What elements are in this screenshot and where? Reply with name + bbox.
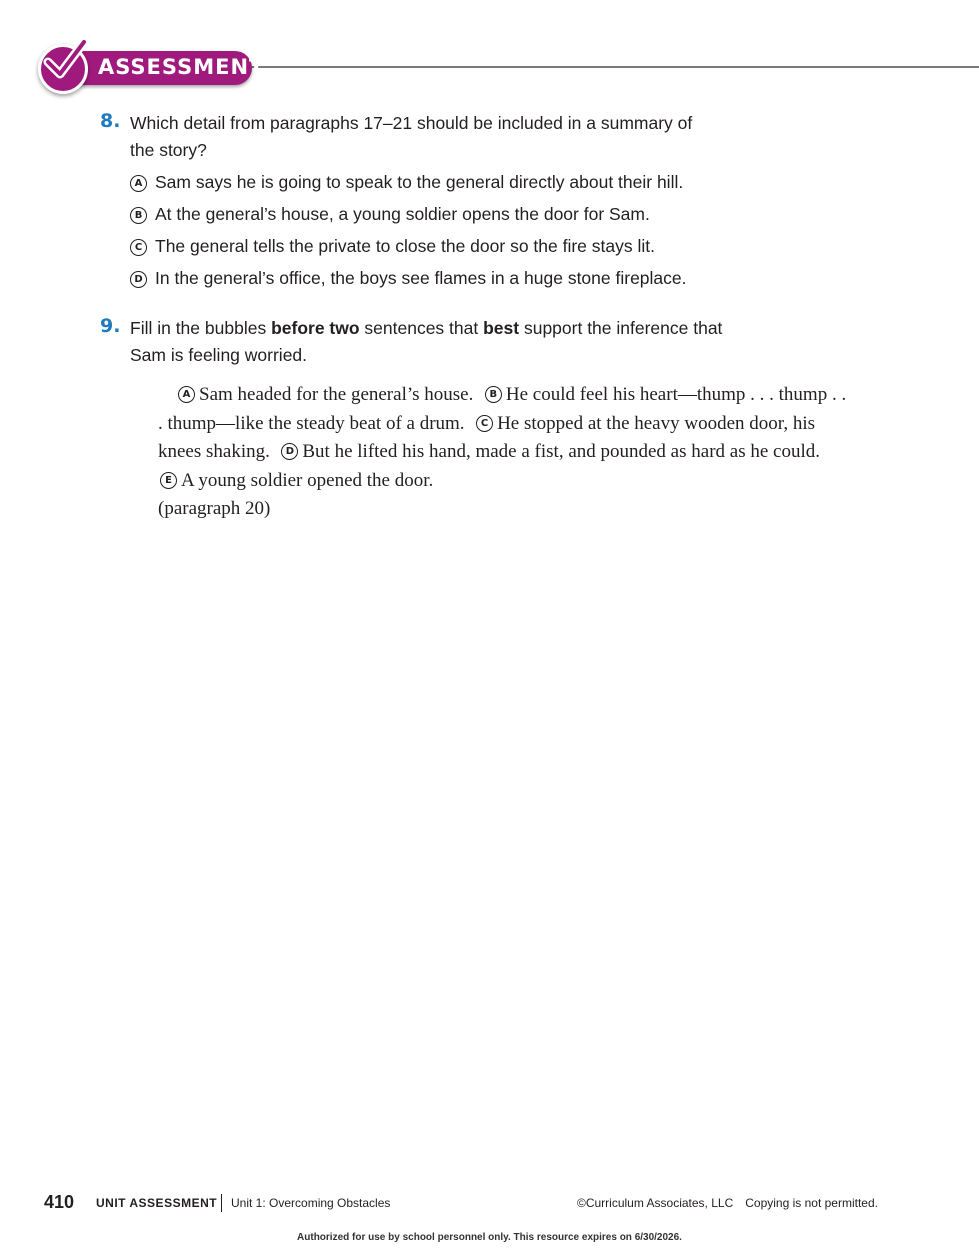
copyright-notice [577, 1196, 878, 1210]
assessment-badge [66, 51, 265, 85]
answer-option-c[interactable] [130, 233, 655, 259]
sentence-bubble-c[interactable]: C [476, 415, 493, 432]
prompt-emphasis: best [483, 318, 520, 338]
copyright-text: ©Curriculum Associates, LLC [577, 1196, 734, 1210]
answer-bubble[interactable]: B [130, 207, 147, 224]
authorization-notice: Authorized for use by school personnel only. This resource expires on 6/30/2026. [297, 1232, 682, 1243]
prompt-line: Which detail from paragraphs 17–21 should be included in a summary of [130, 113, 693, 133]
answer-option-b[interactable] [130, 201, 650, 227]
passage-citation: (paragraph 20) [158, 498, 271, 520]
sentence-bubble-b[interactable]: B [485, 386, 502, 403]
passage-sentence: He stopped at the heavy wooden door, his knees shaking. [158, 412, 816, 463]
header-rule [250, 66, 979, 68]
answer-bubble[interactable]: C [130, 239, 147, 256]
sentence-bubble-e[interactable]: E [160, 472, 177, 489]
question-prompt [130, 315, 770, 369]
answer-text: At the general’s house, a young soldier opens the door for Sam. [155, 204, 650, 224]
passage-sentence: Sam headed for the general’s house. [199, 384, 474, 405]
prompt-emphasis: before two [271, 318, 360, 338]
question-number: 8. [100, 110, 121, 132]
unit-title: Unit 1: Overcoming Obstacles [231, 1196, 391, 1210]
answer-text: The general tells the private to close the door so the fire stays lit. [155, 236, 655, 256]
answer-text: In the general’s office, the boys see flames in a huge stone fireplace. [155, 268, 687, 288]
prompt-text: sentences that [359, 318, 484, 338]
question-number: 9. [100, 315, 121, 337]
passage-sentence: A young soldier opened the door. [181, 469, 434, 491]
prompt-text: Fill in the bubbles [130, 318, 272, 338]
sentence-bubble-a[interactable]: A [178, 386, 195, 403]
section-label: UNIT ASSESSMENT [96, 1196, 218, 1210]
answer-bubble[interactable]: D [130, 271, 147, 288]
prompt-line: the story? [130, 140, 207, 160]
checkmark-icon [40, 36, 90, 86]
footer-divider [221, 1194, 222, 1212]
passage-sentence: He could feel his heart—thump . . . thump . . . thump—like the steady beat of a drum. [158, 384, 847, 434]
sentence-bubble-d[interactable]: D [281, 443, 298, 460]
question-prompt [130, 110, 770, 164]
assessment-badge-label: ASSESSMENT [98, 55, 265, 79]
prompt-text: support the inference that [519, 318, 723, 338]
answer-option-a[interactable] [130, 169, 683, 195]
answer-option-d[interactable] [130, 265, 687, 291]
prompt-line: Sam is feeling worried. [130, 345, 308, 365]
answer-text: Sam says he is going to speak to the general directly about their hill. [155, 172, 684, 192]
answer-bubble[interactable]: A [130, 175, 147, 192]
page-number: 410 [44, 1192, 75, 1212]
page-footer [44, 1192, 944, 1216]
excerpt-passage [158, 381, 848, 524]
passage-sentence: But he lifted his hand, made a fist, and pounded as hard as he could. [302, 441, 820, 463]
copy-notice-text: Copying is not permitted. [745, 1196, 878, 1210]
